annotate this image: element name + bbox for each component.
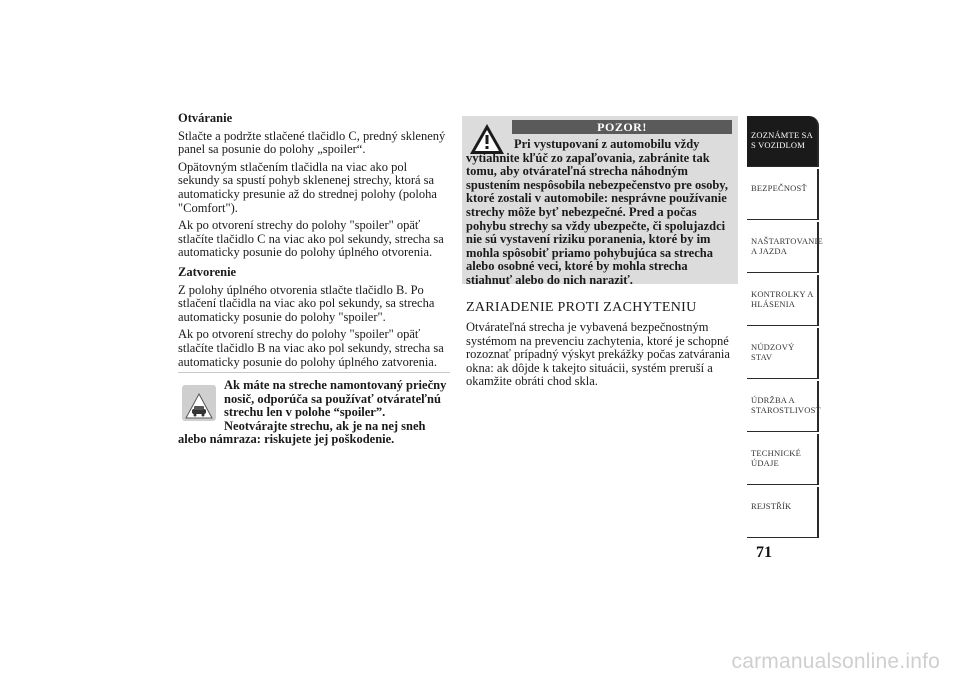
tab-bezpecnost[interactable]: BEZPEČNOSŤ	[747, 169, 819, 220]
tab-zoznamte-sa-s-vozidlom[interactable]: ZOZNÁMTE SA S VOZIDLOM	[747, 116, 819, 167]
note-text: Ak máte na streche namontovaný priečny nosič, odporúča sa používať otvárateľnú strechu len v polohe “spoiler”. Neotvárajte strechu, ak je na nej sneh alebo námraza: riskujete jej poškodenie.	[178, 378, 447, 447]
section-body	[466, 321, 734, 389]
left-column	[178, 112, 448, 373]
tab-technicke-udaje[interactable]: TECHNICKÉ ÚDAJE	[747, 434, 819, 485]
opening-heading: Otváranie	[178, 111, 233, 125]
chapter-sidebar	[747, 116, 823, 540]
paragraph: Z polohy úplného otvorenia stlačte tlačidlo B. Po stlačení tlačidla na viac ako pol sekundy, sa strecha automaticky posunie do polohy "spoiler".	[178, 282, 435, 324]
section-title: ZARIADENIE PROTI ZACHYTENIU	[466, 300, 697, 315]
paragraph: Ak po otvorení strechy do polohy "spoiler" opäť stlačíte tlačidlo B na viac ako pol sekundy, strecha sa automaticky posunie do polohy úplného zatvorenia.	[178, 327, 444, 369]
page-number: 71	[756, 544, 772, 561]
warning-box	[462, 116, 738, 287]
closing-heading: Zatvorenie	[178, 264, 237, 279]
tab-udrzba-a-starostlivost[interactable]: ÚDRŽBA A STAROSTLIVOSŤ	[747, 381, 819, 432]
tab-nastartovanie-a-jazda[interactable]: NAŠTARTOVANIE A JAZDA	[747, 222, 819, 273]
paragraph: Ak po otvorení strechy do polohy "spoiler" opäť stlačíte tlačidlo C na viac ako pol sekundy, strecha sa automaticky posunie do polohy úplného otvorenia.	[178, 218, 444, 260]
watermark: carmanualsonline.info	[731, 650, 940, 673]
section-paragraph: Otvárateľná strecha je vybavená bezpečnostným systémom na prevenciu zachytenia, ktoré je schopné rozoznať prípadný výskyt prekážky počas zatvárania okna: ak dôjde k takejto situácii, systém preruší a okamžite obráti chod skla.	[466, 320, 730, 389]
tab-kontrolky-a-hlasenia[interactable]: KONTROLKY A HLÁSENIA	[747, 275, 819, 326]
warning-title: POZOR!	[512, 120, 732, 134]
note-box	[178, 372, 450, 447]
paragraph: Stlačte a podržte stlačené tlačidlo C, predný sklenený panel sa posunie do polohy „spoiler“.	[178, 128, 446, 157]
paragraph: Opätovným stlačením tlačidla na viac ako pol sekundy sa spustí pohyb sklenenej strechy, ktorá sa automaticky presunie až do strednej polohy (poloha "Comfort").	[178, 159, 437, 215]
car-roof-icon	[182, 385, 216, 421]
tab-rejstrik[interactable]: REJSTŘÍK	[747, 487, 819, 538]
tab-nudzovy-stav[interactable]: NÚDZOVÝ STAV	[747, 328, 819, 379]
warning-text: Pri vystupovaní z automobilu vždy vytiahnite kľúč zo zapaľovania, zabránite tak tomu, aby otvárateľná strecha náhodným spustením nespôsobila nebezpečenstvo pre osoby, ktoré zostali v automobile: nesprávne používanie strechy môže byť nebezpečné. Pred a počas pohybu strechy sa vždy ubezpečte, či spolujazdci nie sú vystavení riziku poranenia, ktoré by im mohla spôsobiť priamo pohybujúca sa strecha alebo osobné veci, ktoré by mohla strecha stiahnuť alebo do nich naraziť.	[466, 137, 728, 287]
